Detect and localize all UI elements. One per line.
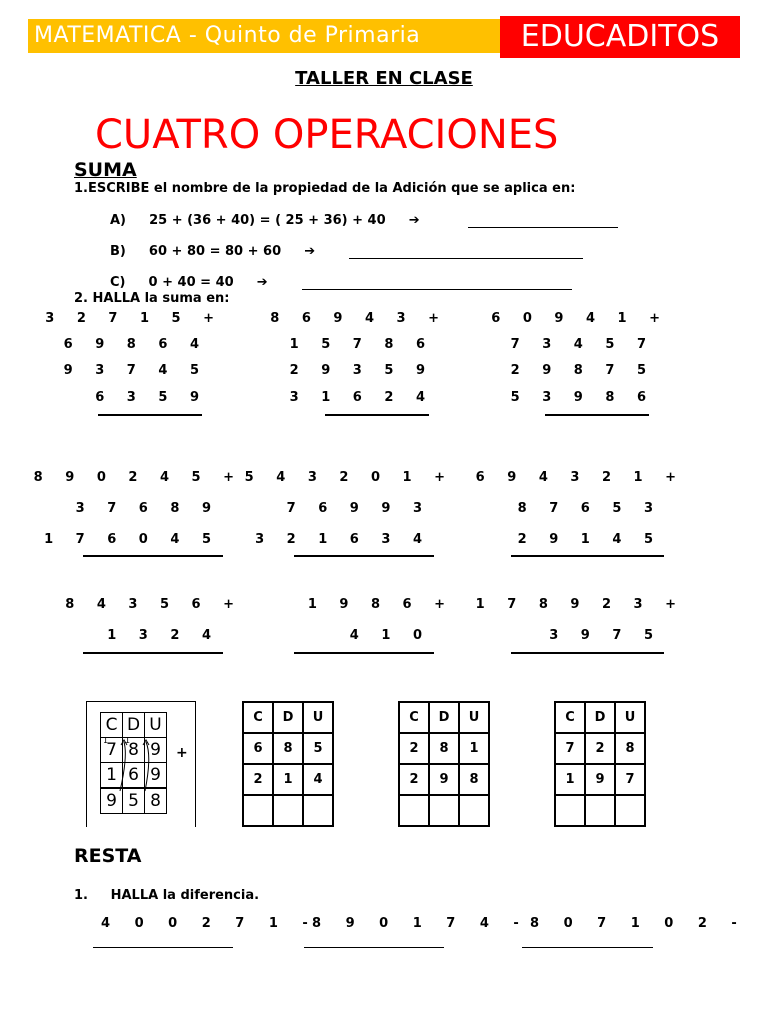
cell: 9 bbox=[101, 788, 123, 814]
cell: 1 bbox=[459, 733, 489, 764]
cell: 2 bbox=[243, 764, 273, 795]
header-c: C bbox=[101, 713, 123, 738]
header-d: D bbox=[429, 702, 459, 733]
addend-row: 6 3 5 9 bbox=[95, 390, 208, 405]
cell: 9 bbox=[145, 738, 167, 763]
subtraction-problem: 8 0 7 1 0 2 - bbox=[530, 916, 747, 931]
cell: 8 bbox=[145, 788, 167, 814]
sum-answer-line[interactable] bbox=[511, 652, 664, 654]
answer-line-c[interactable] bbox=[302, 289, 572, 290]
sum-answer-line[interactable] bbox=[98, 414, 202, 416]
addend-row: 3 1 6 2 4 bbox=[289, 390, 434, 405]
answer-cell[interactable] bbox=[555, 795, 585, 826]
prop-label: C) bbox=[110, 275, 126, 290]
header-u: U bbox=[303, 702, 333, 733]
sum-answer-line[interactable] bbox=[545, 414, 649, 416]
answer-cell[interactable] bbox=[429, 795, 459, 826]
answer-cell[interactable] bbox=[273, 795, 303, 826]
addend-row: 2 9 1 4 5 bbox=[517, 532, 662, 547]
subtitle-text: TALLER EN CLASE bbox=[295, 68, 473, 89]
addend-row: 1 7 8 9 2 3 + bbox=[475, 597, 685, 612]
suma-heading: SUMA bbox=[74, 159, 137, 181]
sum-answer-line[interactable] bbox=[83, 652, 223, 654]
answer-line-a[interactable] bbox=[468, 227, 618, 228]
addend-row: 4 1 0 bbox=[349, 628, 431, 643]
header-u: U bbox=[615, 702, 645, 733]
carry-mark: 1 bbox=[103, 736, 109, 745]
cell: 1 bbox=[101, 763, 123, 789]
header-c: C bbox=[555, 702, 585, 733]
carry-mark: 1 bbox=[125, 736, 131, 745]
cell: 9 bbox=[585, 764, 615, 795]
addend-row: 3 2 1 6 3 4 bbox=[255, 532, 431, 547]
cell: 5 bbox=[303, 733, 333, 764]
resta-q1-instruction: 1. HALLA la diferencia. bbox=[74, 888, 260, 903]
addend-row: 8 6 9 4 3 + bbox=[270, 311, 448, 326]
addend-row: 8 9 0 2 4 5 + bbox=[33, 470, 243, 485]
addend-row: 1 9 8 6 + bbox=[307, 597, 454, 612]
addend-row: 3 2 7 1 5 + bbox=[45, 311, 223, 326]
sum-answer-line[interactable] bbox=[294, 652, 434, 654]
page-title: CUATRO OPERACIONES bbox=[95, 112, 559, 158]
addend-row: 7 6 9 9 3 bbox=[286, 501, 431, 516]
answer-line-b[interactable] bbox=[349, 258, 583, 259]
prop-expression: 25 + (36 + 40) = ( 25 + 36) + 40 bbox=[149, 213, 386, 228]
arrow-icon: ➔ bbox=[304, 244, 316, 259]
addend-row: 6 9 8 6 4 bbox=[63, 337, 208, 352]
cell: 9 bbox=[145, 763, 167, 789]
difference-answer-line[interactable] bbox=[522, 947, 653, 948]
addend-row: 8 7 6 5 3 bbox=[517, 501, 662, 516]
header-d: D bbox=[123, 713, 145, 738]
resta-heading: RESTA bbox=[74, 845, 142, 867]
cell: 2 bbox=[399, 733, 429, 764]
cell: 6 bbox=[123, 763, 145, 789]
addend-row: 5 3 9 8 6 bbox=[510, 390, 655, 405]
header-u: U bbox=[145, 713, 167, 738]
sum-answer-line[interactable] bbox=[511, 555, 664, 557]
difference-answer-line[interactable] bbox=[93, 947, 233, 948]
cell: 7 bbox=[555, 733, 585, 764]
addend-row: 2 9 8 7 5 bbox=[510, 363, 655, 378]
worksheet-subtitle bbox=[0, 68, 768, 89]
addend-row: 1 3 2 4 bbox=[107, 628, 220, 643]
header-u: U bbox=[459, 702, 489, 733]
subtraction-problem: 8 9 0 1 7 4 - bbox=[312, 916, 529, 931]
answer-cell[interactable] bbox=[585, 795, 615, 826]
addend-row: 6 0 9 4 1 + bbox=[491, 311, 669, 326]
plus-sign: + bbox=[176, 745, 188, 761]
brand-banner: EDUCADITOS bbox=[500, 16, 740, 58]
cdu-table-2 bbox=[398, 701, 490, 827]
cell-value: 7 bbox=[106, 740, 117, 760]
suma-q1-instruction: 1.ESCRIBE el nombre de la propiedad de la Adición que se aplica en: bbox=[74, 181, 576, 196]
addend-row: 9 3 7 4 5 bbox=[63, 363, 208, 378]
header-d: D bbox=[585, 702, 615, 733]
prop-expression: 60 + 80 = 80 + 60 bbox=[148, 244, 282, 259]
cell: 2 bbox=[585, 733, 615, 764]
addend-row: 3 7 6 8 9 bbox=[75, 501, 220, 516]
prop-expression: 0 + 40 = 40 bbox=[148, 275, 234, 290]
cell: 1 bbox=[555, 764, 585, 795]
prop-item-b bbox=[110, 244, 315, 259]
difference-answer-line[interactable] bbox=[304, 947, 444, 948]
answer-cell[interactable] bbox=[243, 795, 273, 826]
addend-row: 3 9 7 5 bbox=[549, 628, 662, 643]
arrow-icon: ➔ bbox=[256, 275, 268, 290]
answer-cell[interactable] bbox=[459, 795, 489, 826]
cell: 2 bbox=[399, 764, 429, 795]
carry-arrows-icon bbox=[100, 736, 170, 796]
answer-cell[interactable] bbox=[399, 795, 429, 826]
subtraction-problem: 4 0 0 2 7 1 - bbox=[101, 916, 318, 931]
cdu-table-3 bbox=[554, 701, 646, 827]
addend-row: 8 4 3 5 6 + bbox=[65, 597, 243, 612]
cell: 8 bbox=[459, 764, 489, 795]
answer-cell[interactable] bbox=[303, 795, 333, 826]
cell: 9 bbox=[429, 764, 459, 795]
addend-row: 7 3 4 5 7 bbox=[510, 337, 655, 352]
cdu-table-1 bbox=[242, 701, 334, 827]
header-c: C bbox=[243, 702, 273, 733]
prop-item-a bbox=[110, 213, 420, 228]
sum-answer-line[interactable] bbox=[325, 414, 429, 416]
answer-cell[interactable] bbox=[615, 795, 645, 826]
cell: 7 bbox=[615, 764, 645, 795]
cell: 5 bbox=[123, 788, 145, 814]
sum-answer-line[interactable] bbox=[294, 555, 434, 557]
sum-answer-line[interactable] bbox=[83, 555, 223, 557]
header-c: C bbox=[399, 702, 429, 733]
prop-label: B) bbox=[110, 244, 126, 259]
cell: 1 bbox=[273, 764, 303, 795]
subject-banner: MATEMATICA - Quinto de Primaria bbox=[28, 19, 500, 53]
cell-value: 8 bbox=[128, 740, 139, 760]
suma-q2-instruction: 2. HALLA la suma en: bbox=[74, 291, 230, 306]
addend-row: 2 9 3 5 9 bbox=[289, 363, 434, 378]
prop-item-c bbox=[110, 275, 268, 290]
addend-row: 6 9 4 3 2 1 + bbox=[475, 470, 685, 485]
addend-row: 1 5 7 8 6 bbox=[289, 337, 434, 352]
cell: 6 bbox=[243, 733, 273, 764]
addend-row: 5 4 3 2 0 1 + bbox=[244, 470, 454, 485]
cell: 8 bbox=[615, 733, 645, 764]
arrow-icon: ➔ bbox=[408, 213, 420, 228]
cell: 8 bbox=[273, 733, 303, 764]
header-d: D bbox=[273, 702, 303, 733]
prop-label: A) bbox=[110, 213, 127, 228]
cell: 4 bbox=[303, 764, 333, 795]
cell: 8 bbox=[429, 733, 459, 764]
addend-row: 1 7 6 0 4 5 bbox=[44, 532, 220, 547]
